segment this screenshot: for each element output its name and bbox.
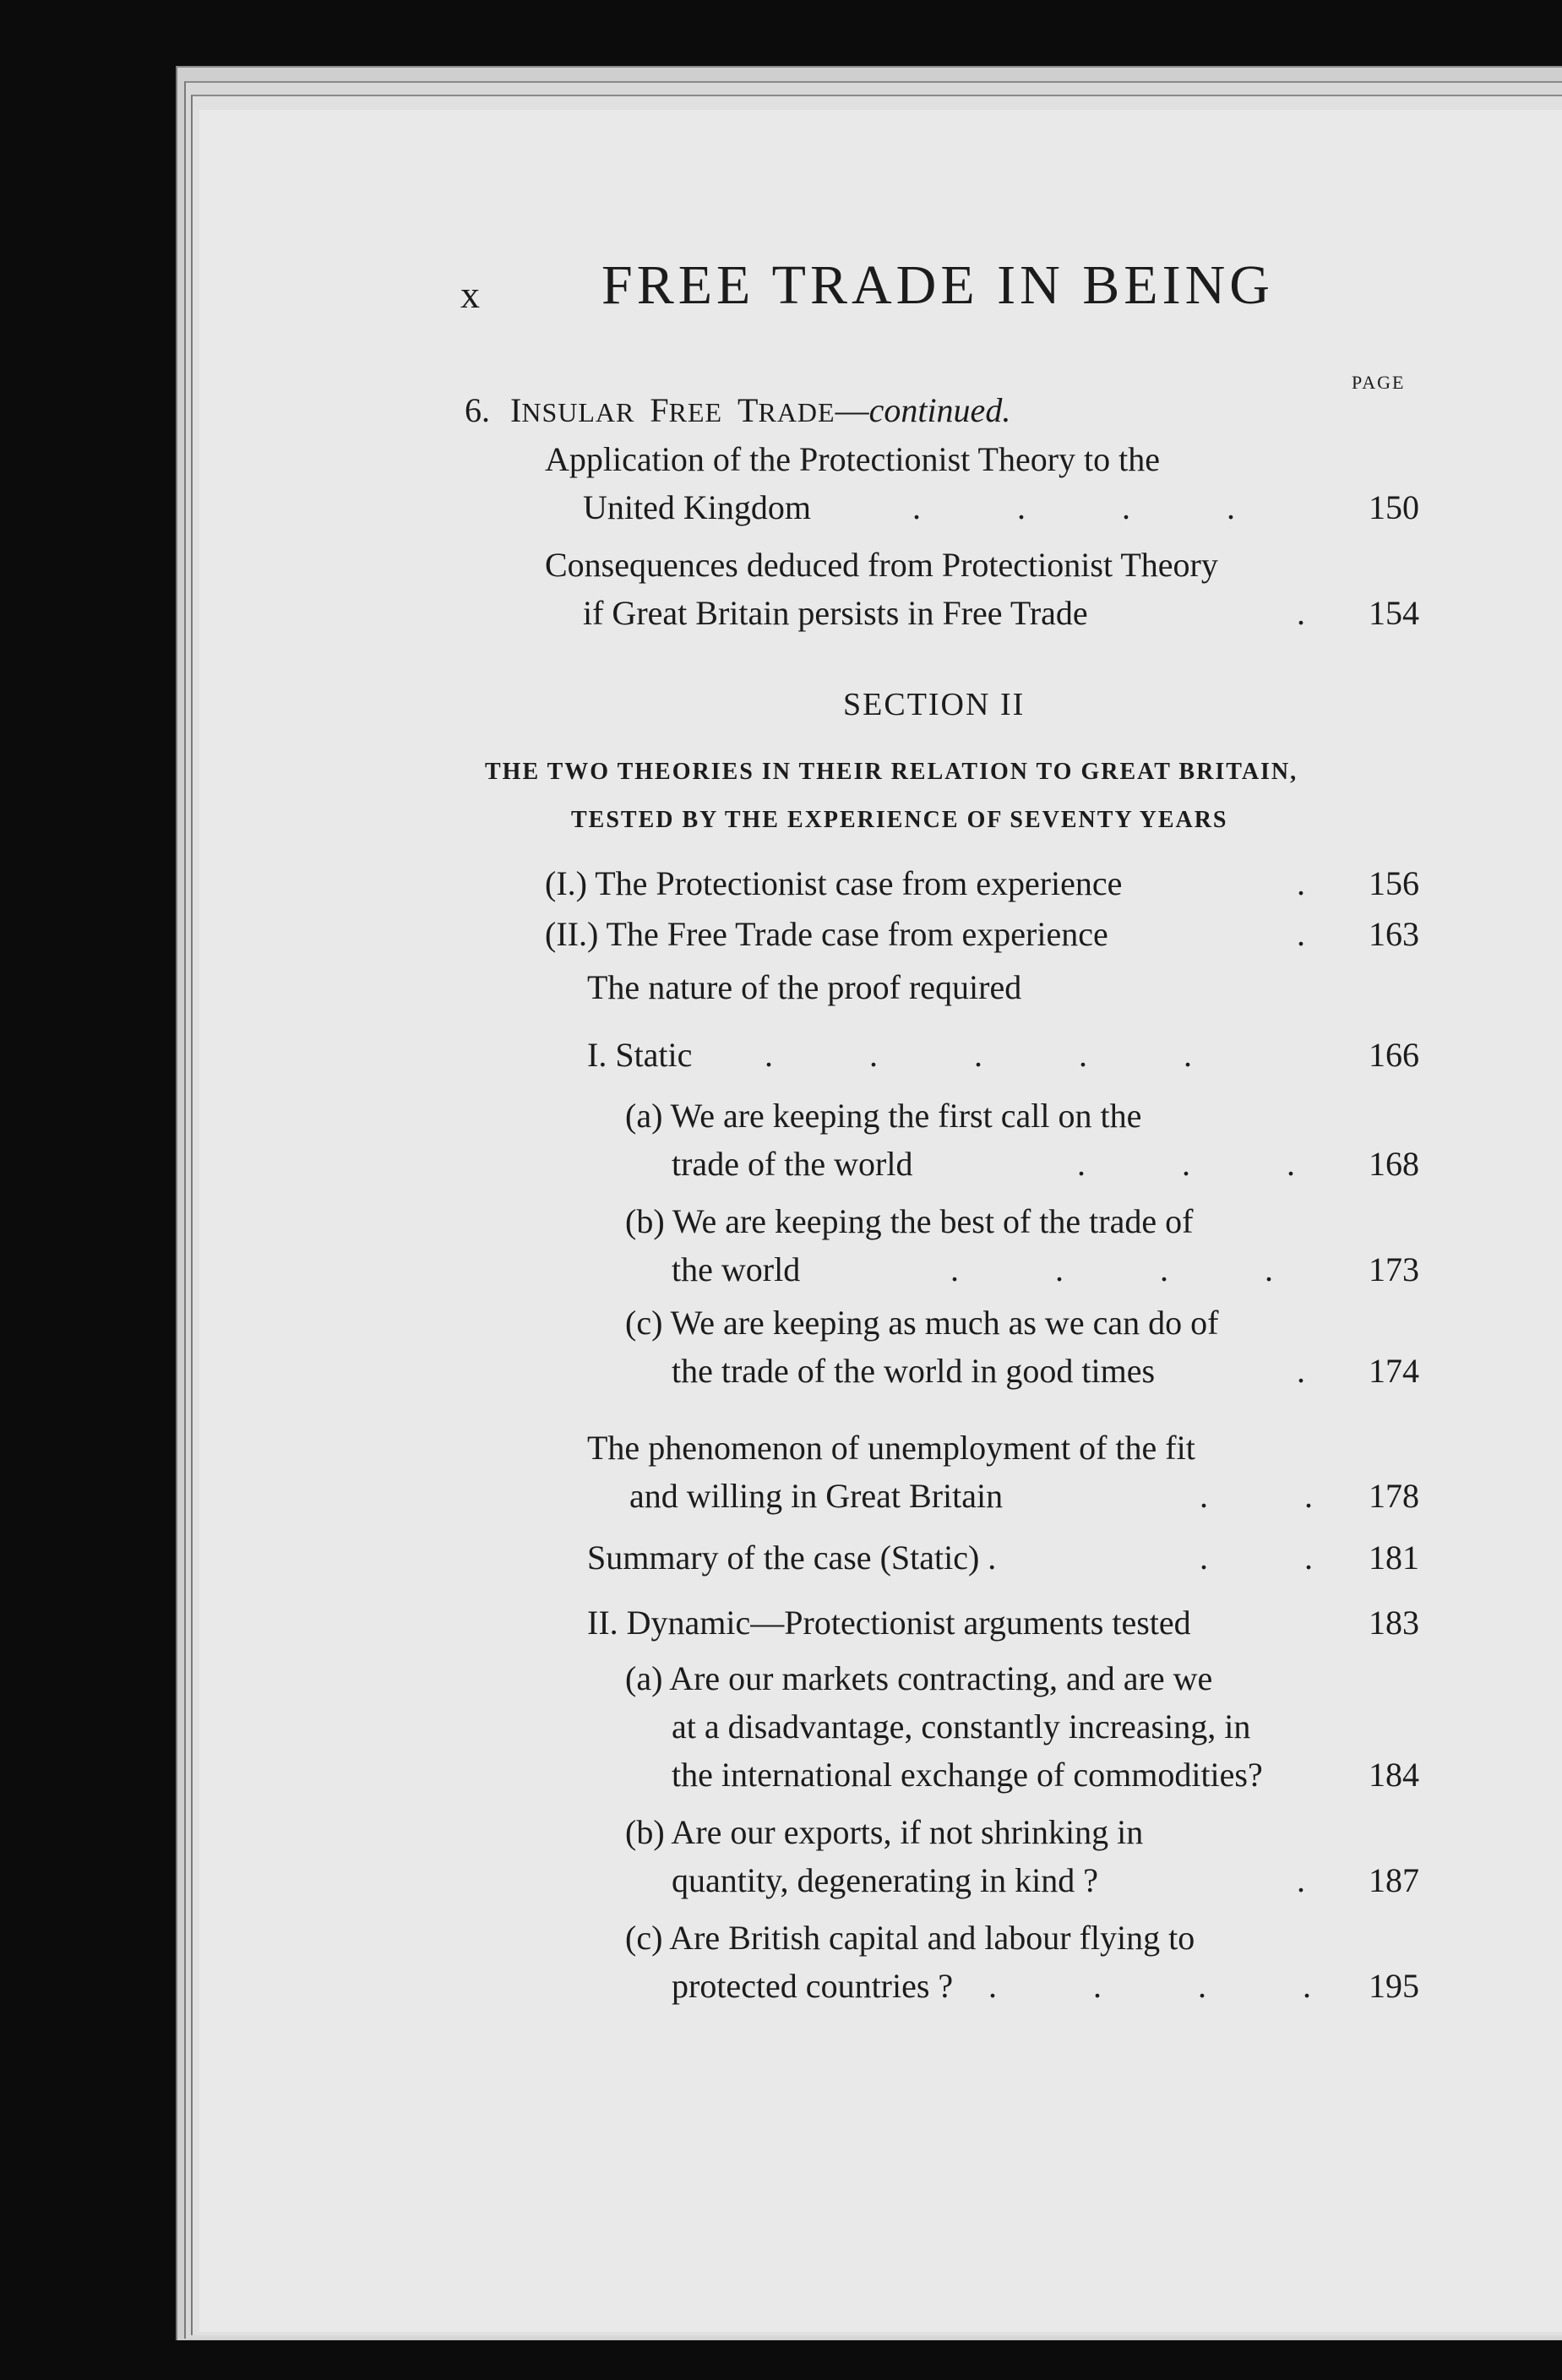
toc-leader: . . — [1200, 1477, 1357, 1515]
folio: x — [460, 273, 480, 316]
chapter-title-initial: I — [510, 391, 522, 429]
toc-entry-line: The phenomenon of unemployment of the fit — [587, 1429, 1195, 1467]
toc-page-number: 187 — [1369, 1861, 1419, 1899]
toc-entry-line: (c) Are British capital and labour flying to — [625, 1919, 1195, 1957]
page-column-label: PAGE — [1352, 372, 1406, 393]
toc-entry-line: (b) Are our exports, if not shrinking in — [625, 1813, 1144, 1851]
toc-leader: . — [1297, 864, 1305, 902]
section-subtitle-line-2: TESTED BY THE EXPERIENCE OF SEVENTY YEARS — [571, 807, 1228, 833]
toc-leader: . — [1297, 594, 1305, 632]
toc-page-number: 181 — [1369, 1539, 1419, 1577]
toc-entry-line: the trade of the world in good times — [672, 1352, 1156, 1390]
chapter-dash: — — [835, 391, 869, 429]
toc-entry-line: (b) We are keeping the best of the trade of — [625, 1202, 1194, 1240]
section-title: SECTION II — [843, 687, 1026, 722]
toc-entry-line: United Kingdom — [583, 488, 811, 526]
chapter-continued: continued. — [868, 391, 1011, 429]
toc-entry-line: the international exchange of commodities? — [672, 1756, 1263, 1794]
toc-leader: . . . . — [912, 488, 1279, 526]
toc-entry-line: Application of the Protectionist Theory to the — [545, 440, 1161, 478]
chapter-title-smallcaps-2: REE — [668, 397, 723, 428]
toc-leader: . . . . — [988, 1967, 1355, 2005]
toc-entry-line: quantity, degenerating in kind ? — [672, 1861, 1099, 1899]
toc-page-number: 150 — [1369, 488, 1419, 526]
running-head: FREE TRADE IN BEING — [601, 254, 1274, 316]
toc-leader: . . . . . — [765, 1036, 1236, 1074]
toc-page-number: 166 — [1369, 1036, 1419, 1074]
toc-entry-line: Consequences deduced from Protectionist Theory — [545, 546, 1218, 584]
chapter-title-initial-2: F — [650, 391, 669, 429]
toc-entry-line: (c) We are keeping as much as we can do of — [625, 1304, 1219, 1342]
toc-entry: II. Dynamic—Protectionist arguments tested — [587, 1604, 1191, 1642]
toc-page-number: 184 — [1369, 1756, 1419, 1794]
toc-page-number: 168 — [1369, 1145, 1419, 1183]
section-subtitle-line-1: THE TWO THEORIES IN THEIR RELATION TO GREAT BRITAIN, — [485, 759, 1298, 785]
toc-entry-line: trade of the world — [672, 1145, 913, 1183]
toc-page-number: 183 — [1369, 1604, 1419, 1642]
toc-page-number: 156 — [1369, 864, 1419, 902]
toc-leader: . . . — [1077, 1145, 1339, 1183]
toc-entry: (I.) The Protectionist case from experience — [545, 864, 1123, 902]
toc-entry: (II.) The Free Trade case from experience — [545, 915, 1108, 953]
chapter-title-smallcaps-3: RADE — [758, 397, 835, 428]
toc-leader: . — [1297, 1861, 1305, 1899]
toc-entry-line: protected countries ? — [672, 1967, 954, 2005]
chapter-title-smallcaps: NSULAR — [521, 397, 635, 428]
toc-entry: I. Static — [587, 1036, 693, 1074]
toc-page-number: 174 — [1369, 1352, 1419, 1390]
toc-entry-line: if Great Britain persists in Free Trade — [583, 594, 1088, 632]
toc-entry-line: and willing in Great Britain — [629, 1477, 1004, 1515]
toc-entry-line: (a) We are keeping the first call on the — [625, 1097, 1142, 1135]
chapter-title-initial-3: T — [737, 391, 759, 429]
toc-page-number: 178 — [1369, 1477, 1419, 1515]
toc-page-number: 154 — [1369, 594, 1419, 632]
toc-page-number: 195 — [1369, 1967, 1419, 2005]
toc-entry: Summary of the case (Static) . — [587, 1539, 997, 1577]
toc-page-number: 163 — [1369, 915, 1419, 953]
toc-entry: The nature of the proof required — [587, 968, 1022, 1006]
toc-entry-line: the world — [672, 1250, 801, 1288]
toc-leader: . . — [1200, 1539, 1357, 1577]
toc-leader: . — [1297, 915, 1305, 953]
toc-entry-line: at a disadvantage, constantly increasing, in — [672, 1707, 1251, 1746]
chapter-number: 6. — [465, 391, 490, 429]
toc-leader: . — [1297, 1352, 1305, 1390]
chapter-heading — [465, 390, 1010, 430]
toc-page-number: 173 — [1369, 1250, 1419, 1288]
toc-leader: . . . . — [950, 1250, 1317, 1288]
toc-entry-line: (a) Are our markets contracting, and are we — [625, 1659, 1213, 1697]
